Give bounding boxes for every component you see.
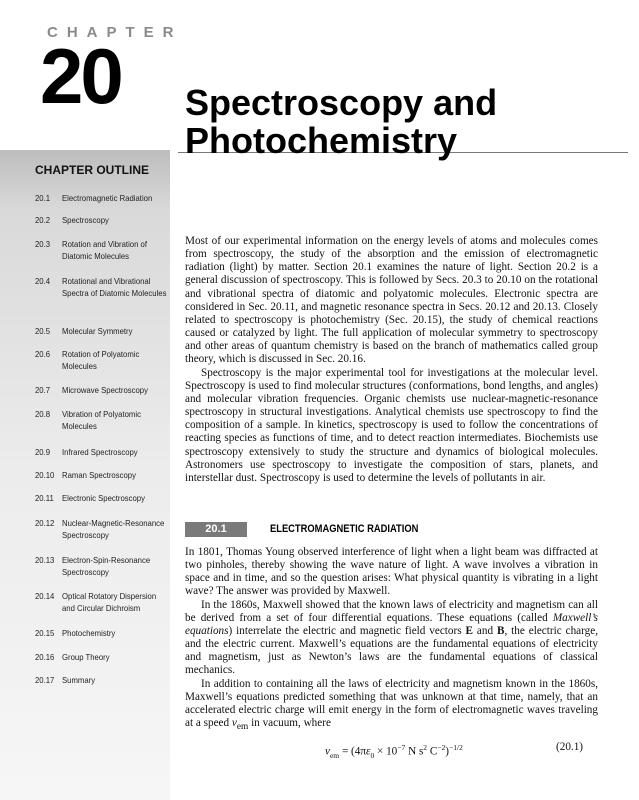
outline-item-title: Photochemistry	[62, 628, 116, 638]
outline-item-number: 20.1	[35, 193, 51, 203]
outline-item-title: Rotation and Vibration of Diatomic Molecules	[62, 239, 148, 261]
outline-item-title: Group Theory	[62, 652, 110, 662]
outline-item-title: Rotational and Vibrational Spectra of Diatomic Molecules	[62, 276, 167, 298]
section-paragraph-3	[185, 678, 598, 735]
section-number-badge: 20.1	[185, 522, 247, 537]
outline-item-title: Vibration of Polyatomic Molecules	[62, 409, 141, 431]
outline-item-title: Molecular Symmetry	[62, 326, 133, 336]
variable: v	[231, 717, 237, 730]
intro-paragraph-2: Spectroscopy is the major experimental tool for investigations at the molecular level. Spectroscopy is used to find molecular structures (conformations, bond lengths, and angles) and molecular vibration frequencies. Organic chemists use nuclear-magnetic-resonance spectroscopy in structural investigations. Analytical chemists use spectroscopy to find the composition of a sample. In kinetics, spectroscopy is used to follow the concentrations of reacting species as functions of time, and to detect reaction intermediates. Biochemists use spectroscopy extensively to study the structure and dynamics of biological molecules. Astronomers use spectroscopy to investigate the composition of stars, planets, and interstellar dust. Spectroscopy is used to determine the levels of pollutants in air.	[185, 366, 598, 484]
text-run: and	[472, 624, 497, 637]
chapter-title-line2: Photochemistry	[185, 120, 458, 161]
intro-paragraph-1: Most of our experimental information on the energy levels of atoms and molecules comes from spectroscopy, the study of the absorption and the emission of electromagnetic radiation (light) by matter. Section 20.1 examines the nature of light. Section 20.2 is a general discussion of spectroscopy. This is followed by Secs. 20.3 to 20.10 on the rotational and vibrational spectra of diatomic and polyatomic molecules. Electronic spectra are considered in Sec. 20.11, and magnetic resonance spectra in Secs. 20.12 and 20.13. Closely related to spectroscopy is photochemistry (Sec. 20.15), the study of chemical reactions caused or catalyzed by light. The full application of molecular symmetry to spectroscopy and other areas of quantum chemistry is based on the branch of mathematics called group theory, which is discussed in Sec. 20.16.	[185, 235, 598, 366]
equation-part: )	[445, 745, 450, 758]
equation-sup: −1/2	[449, 743, 463, 752]
equation-part: N s	[405, 745, 424, 758]
outline-item-title: Electromagnetic Radiation	[62, 193, 153, 203]
outline-item-number: 20.13	[35, 555, 55, 565]
outline-item-number: 20.17	[35, 675, 55, 685]
text-run: ) interrelate the electric and magnetic field vectors	[228, 624, 466, 637]
outline-item-title: Microwave Spectroscopy	[62, 385, 148, 395]
outline-item-title: Optical Rotatory Dispersion and Circular Dichroism	[62, 591, 157, 613]
equation	[325, 740, 463, 763]
equation-sup: 2	[423, 743, 428, 752]
vector-symbol: B	[496, 624, 505, 637]
chapter-title-line1: Spectroscopy and	[185, 82, 498, 123]
text-run: In the 1860s, Maxwell showed that the known laws of electricity and magnetism can all be derived from a set of four differential equations. These equations (called	[185, 598, 598, 624]
equation-sub: 0	[370, 750, 375, 760]
outline-item-title: Rotation of Polyatomic Molecules	[62, 349, 140, 371]
outline-item-number: 20.3	[35, 239, 51, 249]
chapter-label: CHAPTER	[47, 24, 183, 41]
equation-number: (20.1)	[556, 741, 584, 753]
equation-part: C	[427, 745, 438, 758]
equation-part: = (4π	[339, 745, 367, 758]
text-run: in vacuum, where	[248, 717, 331, 730]
chapter-title	[185, 84, 625, 160]
section-paragraph-2	[185, 599, 598, 678]
outline-item-number: 20.8	[35, 409, 51, 419]
outline-item-title: Spectroscopy	[62, 215, 109, 225]
outline-item-number: 20.2	[35, 215, 51, 225]
outline-item-title: Summary	[62, 675, 96, 685]
outline-item-number: 20.7	[35, 385, 51, 395]
outline-item-number: 20.12	[35, 518, 55, 528]
chapter-number: 20	[40, 32, 121, 120]
outline-item-number: 20.16	[35, 652, 55, 662]
equation-sup: −7	[397, 743, 406, 752]
outline-item-title: Nuclear-Magnetic-Resonance Spectroscopy	[62, 518, 165, 540]
outline-item-title: Electron-Spin-Resonance Spectroscopy	[62, 555, 151, 577]
outline-item-number: 20.5	[35, 326, 51, 336]
vector-symbol: E	[465, 624, 473, 637]
emphasis: Maxwell’s equations	[185, 611, 598, 637]
section-title: ELECTROMAGNETIC RADIATION	[270, 523, 419, 535]
section-paragraph-1: In 1801, Thomas Young observed interference of light when a light beam was diffracted at two pinholes, thereby showing the wave nature of light. A wave involves a vibration in space and in time, and so the question arises: What physical quantity is vibrating in a light wave? The answer was provided by Maxwell.	[185, 546, 598, 598]
outline-item-title: Electronic Spectroscopy	[62, 493, 145, 503]
text-run: , the electric charge, and the electric current. Maxwell’s equations are the fundamental equations of electricity and magnetism, just as Newton’s laws are the fundamental equations of classical mechanics.	[185, 624, 599, 677]
text-run: In addition to containing all the laws of electricity and magnetism known in the 1860s, Maxwell’s equations predicted something that was unknown at that time, namely, that an accelerated electric charge will emit energy in the form of electromagnetic waves traveling at a speed	[185, 677, 598, 730]
outline-item-number: 20.4	[35, 276, 51, 286]
outline-item-number: 20.10	[35, 470, 55, 480]
outline-item-title: Infrared Spectroscopy	[62, 447, 138, 457]
equation-sub: em	[329, 750, 340, 760]
equation-sup: −2	[437, 743, 446, 752]
subscript: em	[236, 722, 249, 733]
equation-part: × 10	[374, 745, 398, 758]
outline-item-number: 20.6	[35, 349, 51, 359]
outline-heading: CHAPTER OUTLINE	[35, 163, 149, 177]
equation-var: v	[325, 745, 330, 758]
intro-text	[185, 235, 598, 485]
section-text	[185, 546, 598, 734]
outline-item-number: 20.9	[35, 447, 51, 457]
equation-var: ε	[366, 745, 371, 758]
outline-item-number: 20.15	[35, 628, 55, 638]
outline-item-number: 20.14	[35, 591, 55, 601]
outline-item-title: Raman Spectroscopy	[62, 470, 136, 480]
outline-item-number: 20.11	[35, 493, 54, 503]
